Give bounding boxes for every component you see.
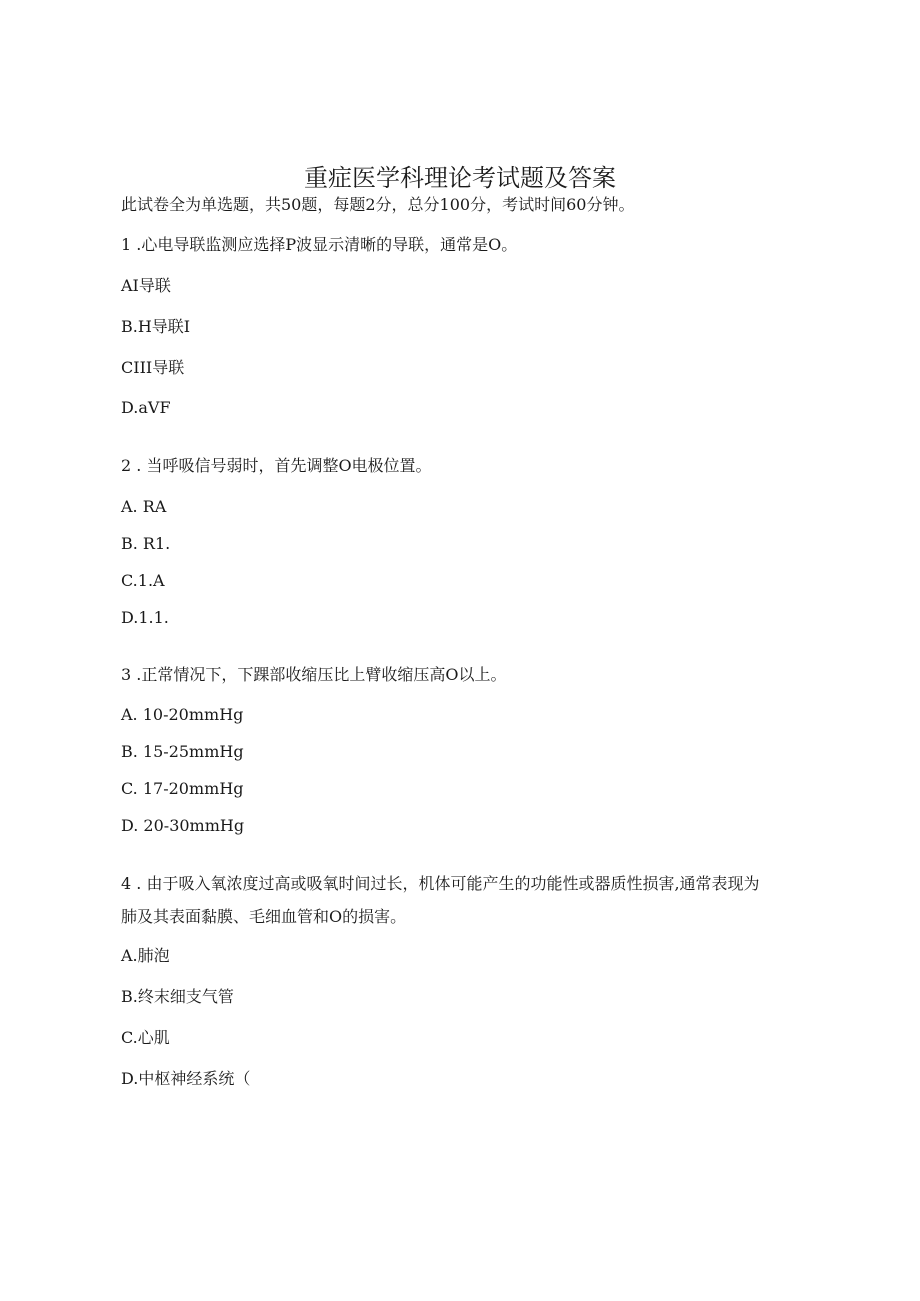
question-3-stem: 3 .正常情况下，下踝部收缩压比上臂收缩压高O以上。 [121, 665, 507, 684]
question-4-stem: 4 . 由于吸入氧浓度过高或吸氧时间过长，机体可能产生的功能性或器质性损害,通常表现为肺及其表面黏膜、毛细血管和O的损害。 [121, 874, 760, 926]
question-4-option-a: A.肺泡 [121, 946, 170, 965]
question-2-option-d: D.1.1. [121, 608, 169, 627]
question-3-option-b: B. 15-25mmHg [121, 742, 244, 761]
question-2-option-b: B. R1. [121, 534, 171, 553]
question-2-option-c: C.1.A [121, 571, 165, 590]
question-1-option-b: B.H导联I [121, 317, 191, 336]
exam-intro: 此试卷全为单选题，共50题，每题2分，总分100分，考试时间60分钟。 [121, 195, 635, 214]
question-3-option-c: C. 17-20mmHg [121, 779, 244, 798]
question-1-option-a: AI导联 [121, 276, 171, 295]
question-4-option-b: B.终末细支气管 [121, 987, 234, 1006]
question-4-option-c: C.心肌 [121, 1028, 170, 1047]
question-1-option-c: CIII导联 [121, 358, 185, 377]
page-title: 重症医学科理论考试题及答案 [304, 164, 616, 192]
question-2-stem: 2 . 当呼吸信号弱时，首先调整O电极位置。 [121, 456, 432, 475]
question-3-option-a: A. 10-20mmHg [121, 705, 244, 724]
question-2-option-a: A. RA [121, 497, 167, 516]
question-1-option-d: D.aVF [121, 398, 171, 417]
question-3-option-d: D. 20-30mmHg [121, 816, 245, 835]
question-4-option-d: D.中枢神经系统（ [121, 1069, 251, 1088]
question-1-stem: 1 .心电导联监测应选择P波显示清晰的导联，通常是O。 [121, 235, 518, 254]
